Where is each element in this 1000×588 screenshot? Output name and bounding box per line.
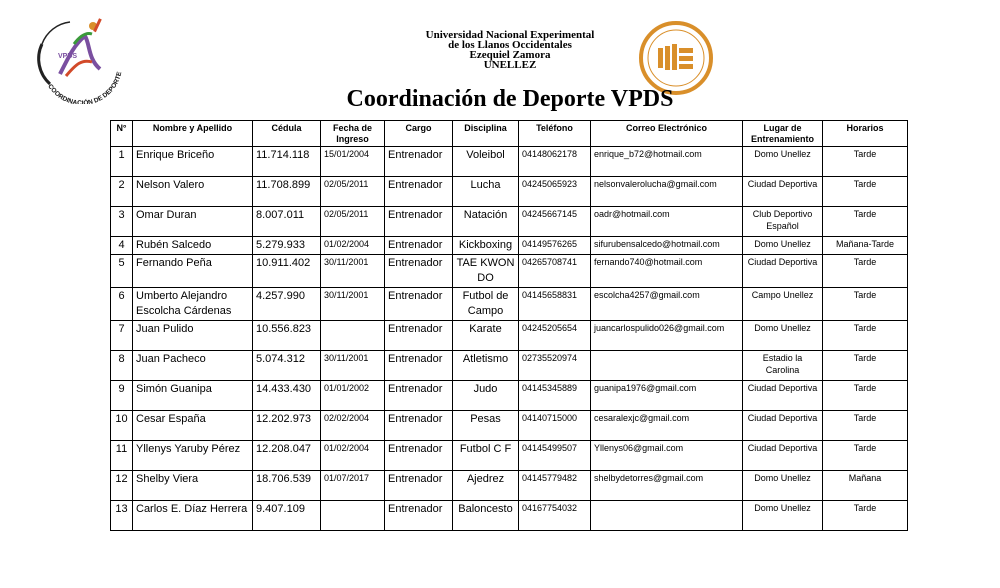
location-cell: Domo Unellez: [743, 321, 823, 351]
discipline-cell: Karate: [453, 321, 519, 351]
cedula-cell: 4.257.990: [253, 288, 321, 321]
role-cell: Entrenador: [385, 351, 453, 381]
location-cell: Ciudad Deportiva: [743, 411, 823, 441]
email-cell: enrique_b72@hotmail.com: [591, 147, 743, 177]
table-row: [111, 177, 908, 207]
date-cell: 30/11/2001: [321, 351, 385, 381]
email-cell: Yllenys06@gmail.com: [591, 441, 743, 471]
schedule-cell: Tarde: [823, 441, 908, 471]
discipline-cell: Ajedrez: [453, 471, 519, 501]
discipline-cell: TAE KWON DO: [453, 255, 519, 288]
cedula-cell: 8.007.011: [253, 207, 321, 237]
location-cell: Domo Unellez: [743, 471, 823, 501]
row-number: 2: [111, 177, 133, 207]
schedule-cell: Tarde: [823, 147, 908, 177]
university-name: [380, 30, 640, 70]
name-cell: Umberto Alejandro Escolcha Cárdenas: [133, 288, 253, 321]
table-row: [111, 411, 908, 441]
discipline-cell: Voleibol: [453, 147, 519, 177]
name-cell: Fernando Peña: [133, 255, 253, 288]
date-cell: 01/07/2017: [321, 471, 385, 501]
phone-cell: 04265708741: [519, 255, 591, 288]
email-cell: oadr@hotmail.com: [591, 207, 743, 237]
phone-cell: 04149576265: [519, 237, 591, 255]
column-header: Fecha de Ingreso: [321, 121, 385, 147]
table-row: [111, 288, 908, 321]
schedule-cell: Tarde: [823, 321, 908, 351]
university-line: de los Llanos Occidentales: [448, 39, 572, 51]
phone-cell: 04145499507: [519, 441, 591, 471]
location-cell: Domo Unellez: [743, 501, 823, 531]
cedula-cell: 12.202.973: [253, 411, 321, 441]
column-header: Lugar de Entrenamiento: [743, 121, 823, 147]
coordinacion-deporte-logo: [30, 14, 130, 104]
discipline-cell: Pesas: [453, 411, 519, 441]
phone-cell: 04245667145: [519, 207, 591, 237]
column-header: Cédula: [253, 121, 321, 147]
name-cell: Nelson Valero: [133, 177, 253, 207]
role-cell: Entrenador: [385, 288, 453, 321]
role-cell: Entrenador: [385, 321, 453, 351]
row-number: 13: [111, 501, 133, 531]
table-row: [111, 351, 908, 381]
date-cell: 30/11/2001: [321, 255, 385, 288]
date-cell: 01/02/2004: [321, 441, 385, 471]
discipline-cell: Lucha: [453, 177, 519, 207]
phone-cell: 04245065923: [519, 177, 591, 207]
name-cell: Yllenys Yaruby Pérez: [133, 441, 253, 471]
cedula-cell: 9.407.109: [253, 501, 321, 531]
email-cell: fernando740@hotmail.com: [591, 255, 743, 288]
row-number: 10: [111, 411, 133, 441]
schedule-cell: Tarde: [823, 351, 908, 381]
row-number: 12: [111, 471, 133, 501]
phone-cell: 04140715000: [519, 411, 591, 441]
phone-cell: 04145658831: [519, 288, 591, 321]
row-number: 9: [111, 381, 133, 411]
discipline-cell: Judo: [453, 381, 519, 411]
location-cell: Ciudad Deportiva: [743, 441, 823, 471]
discipline-cell: Atletismo: [453, 351, 519, 381]
column-header: Cargo: [385, 121, 453, 147]
university-line: Ezequiel Zamora: [469, 49, 551, 61]
row-number: 1: [111, 147, 133, 177]
phone-cell: 04145345889: [519, 381, 591, 411]
email-cell: shelbydetorres@gmail.com: [591, 471, 743, 501]
cedula-cell: 14.433.430: [253, 381, 321, 411]
role-cell: Entrenador: [385, 207, 453, 237]
cedula-cell: 5.074.312: [253, 351, 321, 381]
phone-cell: 02735520974: [519, 351, 591, 381]
email-cell: [591, 351, 743, 381]
location-cell: Ciudad Deportiva: [743, 255, 823, 288]
email-cell: juancarlospulido026@gmail.com: [591, 321, 743, 351]
email-cell: [591, 501, 743, 531]
university-line: UNELLEZ: [483, 59, 537, 71]
email-cell: guanipa1976@gmail.com: [591, 381, 743, 411]
name-cell: Simón Guanipa: [133, 381, 253, 411]
phone-cell: 04148062178: [519, 147, 591, 177]
table-row: [111, 381, 908, 411]
date-cell: 02/05/2011: [321, 177, 385, 207]
cedula-cell: 12.208.047: [253, 441, 321, 471]
date-cell: 01/02/2004: [321, 237, 385, 255]
date-cell: 02/02/2004: [321, 411, 385, 441]
column-header: Teléfono: [519, 121, 591, 147]
role-cell: Entrenador: [385, 381, 453, 411]
discipline-cell: Futbol de Campo: [453, 288, 519, 321]
name-cell: Juan Pacheco: [133, 351, 253, 381]
email-cell: nelsonvalerolucha@gmail.com: [591, 177, 743, 207]
table-header-row: [111, 121, 908, 147]
schedule-cell: Tarde: [823, 255, 908, 288]
column-header: Disciplina: [453, 121, 519, 147]
column-header: N°: [111, 121, 133, 147]
role-cell: Entrenador: [385, 441, 453, 471]
location-cell: Domo Unellez: [743, 237, 823, 255]
location-cell: Estadio la Carolina: [743, 351, 823, 381]
logo-left-text: COORDINACIÓN DE DEPORTE: [46, 71, 124, 104]
name-cell: Enrique Briceño: [133, 147, 253, 177]
table-row: [111, 237, 908, 255]
name-cell: Juan Pulido: [133, 321, 253, 351]
row-number: 7: [111, 321, 133, 351]
name-cell: Carlos E. Díaz Herrera: [133, 501, 253, 531]
table-row: [111, 207, 908, 237]
date-cell: [321, 321, 385, 351]
row-number: 3: [111, 207, 133, 237]
schedule-cell: Mañana-Tarde: [823, 237, 908, 255]
email-cell: escolcha4257@gmail.com: [591, 288, 743, 321]
svg-text:VPDS: VPDS: [58, 53, 78, 60]
table-row: [111, 441, 908, 471]
svg-text:COORDINACIÓN DE DEPORTE: [46, 70, 123, 104]
cedula-cell: 10.556.823: [253, 321, 321, 351]
role-cell: Entrenador: [385, 501, 453, 531]
date-cell: 01/01/2002: [321, 381, 385, 411]
column-header: Nombre y Apellido: [133, 121, 253, 147]
discipline-cell: Baloncesto: [453, 501, 519, 531]
role-cell: Entrenador: [385, 177, 453, 207]
email-cell: cesaralexjc@gmail.com: [591, 411, 743, 441]
schedule-cell: Tarde: [823, 381, 908, 411]
cedula-cell: 18.706.539: [253, 471, 321, 501]
phone-cell: 04245205654: [519, 321, 591, 351]
schedule-cell: Tarde: [823, 288, 908, 321]
discipline-cell: Futbol C F: [453, 441, 519, 471]
email-cell: sifurubensalcedo@hotmail.com: [591, 237, 743, 255]
name-cell: Shelby Viera: [133, 471, 253, 501]
coaches-table: [110, 120, 908, 531]
discipline-cell: Natación: [453, 207, 519, 237]
row-number: 11: [111, 441, 133, 471]
phone-cell: 04167754032: [519, 501, 591, 531]
page-title: Coordinación de Deporte VPDS: [346, 86, 674, 112]
cedula-cell: 11.714.118: [253, 147, 321, 177]
row-number: 8: [111, 351, 133, 381]
row-number: 4: [111, 237, 133, 255]
schedule-cell: Tarde: [823, 207, 908, 237]
cedula-cell: 10.911.402: [253, 255, 321, 288]
column-header: Horarios: [823, 121, 908, 147]
date-cell: 02/05/2011: [321, 207, 385, 237]
date-cell: 30/11/2001: [321, 288, 385, 321]
university-line: Universidad Nacional Experimental: [425, 29, 595, 41]
role-cell: Entrenador: [385, 237, 453, 255]
name-cell: Cesar España: [133, 411, 253, 441]
schedule-cell: Tarde: [823, 501, 908, 531]
discipline-cell: Kickboxing: [453, 237, 519, 255]
phone-cell: 04145779482: [519, 471, 591, 501]
name-cell: Omar Duran: [133, 207, 253, 237]
role-cell: Entrenador: [385, 471, 453, 501]
table-row: [111, 255, 908, 288]
row-number: 5: [111, 255, 133, 288]
role-cell: Entrenador: [385, 411, 453, 441]
location-cell: Club Deportivo Español: [743, 207, 823, 237]
schedule-cell: Tarde: [823, 411, 908, 441]
role-cell: Entrenador: [385, 255, 453, 288]
location-cell: Ciudad Deportiva: [743, 177, 823, 207]
row-number: 6: [111, 288, 133, 321]
column-header: Correo Electrónico: [591, 121, 743, 147]
table-row: [111, 501, 908, 531]
role-cell: Entrenador: [385, 147, 453, 177]
table-row: [111, 147, 908, 177]
date-cell: 15/01/2004: [321, 147, 385, 177]
location-cell: Ciudad Deportiva: [743, 381, 823, 411]
schedule-cell: Mañana: [823, 471, 908, 501]
date-cell: [321, 501, 385, 531]
cedula-cell: 11.708.899: [253, 177, 321, 207]
table-row: [111, 321, 908, 351]
location-cell: Domo Unellez: [743, 147, 823, 177]
table-row: [111, 471, 908, 501]
location-cell: Campo Unellez: [743, 288, 823, 321]
cedula-cell: 5.279.933: [253, 237, 321, 255]
name-cell: Rubén Salcedo: [133, 237, 253, 255]
schedule-cell: Tarde: [823, 177, 908, 207]
